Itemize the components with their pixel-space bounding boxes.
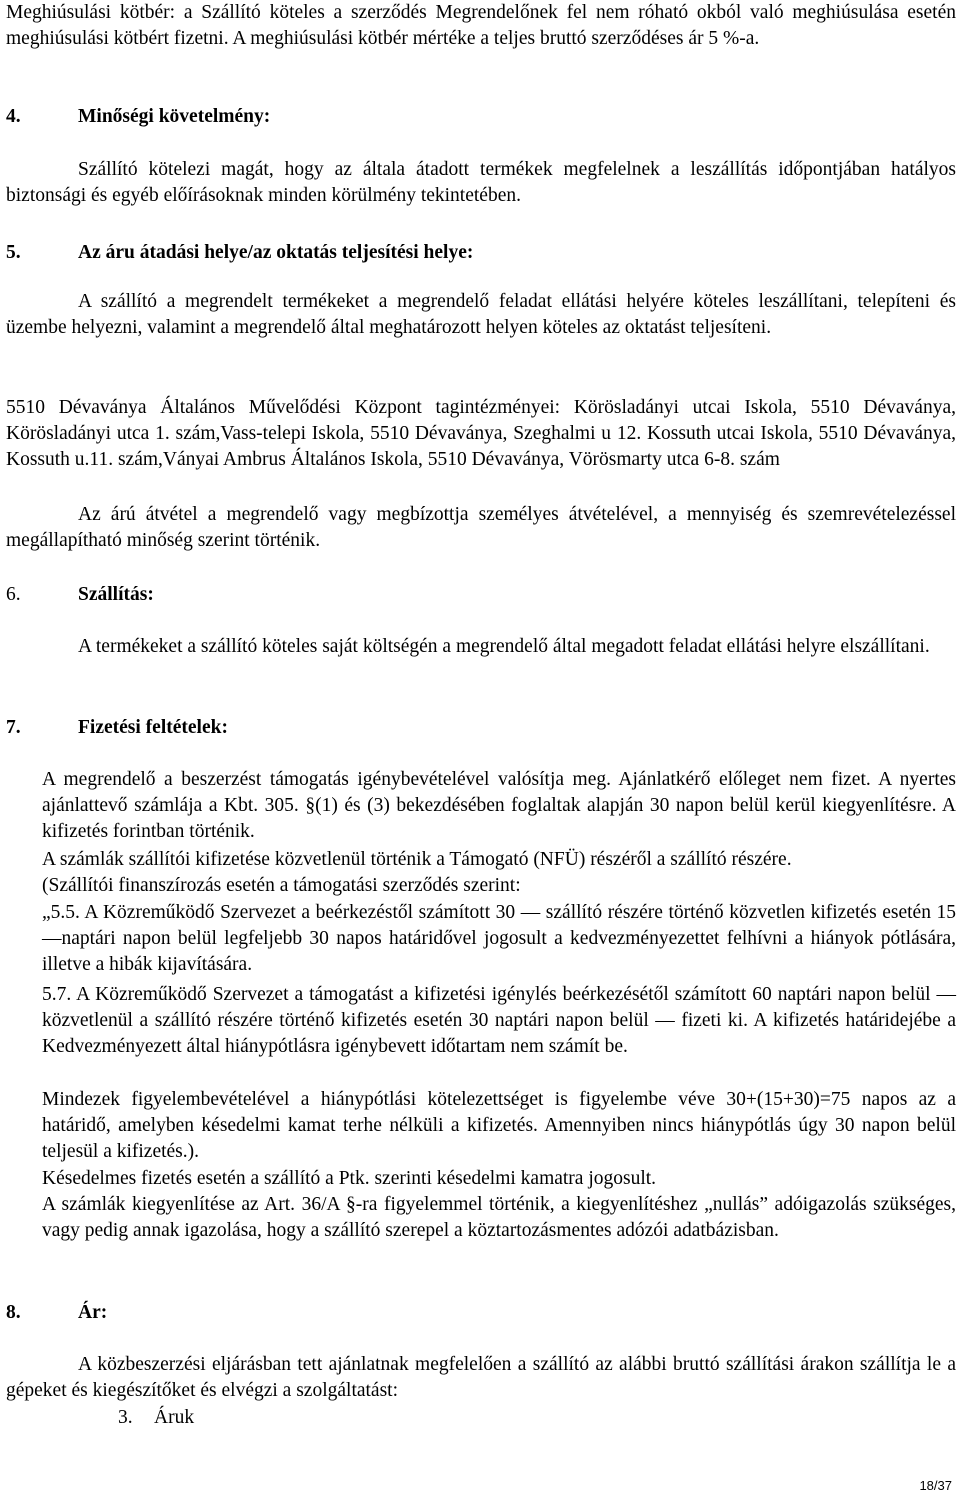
section-6-title: Szállítás: — [78, 584, 154, 605]
section-5-heading — [6, 240, 956, 266]
section-4-text: Szállító kötelezi magát, hogy az általa átadott termékek megfelelnek a leszállítás időpontjában hatályos biztonsági és egyéb előírásoknak minden körülmény tekintetében. — [6, 159, 956, 206]
section-7-title: Fizetési feltételek: — [78, 717, 228, 738]
page-number: 18/37 — [919, 1478, 952, 1493]
section-7-heading — [6, 715, 956, 741]
section-8-list-item — [118, 1405, 194, 1431]
section-8-heading — [6, 1300, 956, 1326]
section-5-text-2: 5510 Dévaványa Általános Művelődési Központ tagintézményei: Körösladányi utcai Iskola, 5510 Dévaványa, Körösladányi utca 1. szám,Vass-telepi Iskola, 5510 Dévaványa, Szeghalmi u 12. Kossuth utcai Iskola, 5510 Dévaványa, Kossuth u.11. szám,Ványai Ambrus Általános Iskola, 5510 Dévaványa, Vörösmarty utca 6-8. szám — [6, 397, 956, 470]
section-4-title: Minőségi követelmény: — [78, 106, 271, 127]
list-item-label: Áruk — [154, 1407, 195, 1428]
section-7-paragraph-8: A számlák kiegyenlítése az Art. 36/A §-ra figyelemmel történik, a kiegyenlítéshez „nullás” adóigazolás szükséges, vagy pedig annak igazolása, hogy a szállító szerepel a köztartozásmentes adózói adatbázisban. — [42, 1194, 956, 1241]
intro-paragraph: Meghiúsulási kötbér: a Szállító köteles a szerződés Megrendelőnek fel nem róható okból való meghiúsulása esetén meghiúsulási kötbért fizetni. A meghiúsulási kötbér mértéke a teljes bruttó szerződéses ár 5 %-a. — [6, 2, 956, 49]
section-7-paragraph-3: (Szállítói finanszírozás esetén a támogatási szerződés szerint: — [42, 875, 521, 896]
section-5-text-1: A szállító a megrendelt termékeket a megrendelő feladat ellátási helyére köteles leszállítani, telepíteni és üzembe helyezni, valamint a megrendelő által meghatározott helyen köteles az oktatást teljesíteni. — [6, 291, 956, 338]
section-6-heading — [6, 582, 956, 608]
section-7-paragraph-2: A számlák szállítói kifizetése közvetlenül történik a Támogató (NFÜ) részéről a szállító részére. — [42, 849, 792, 870]
section-5-title: Az áru átadási helye/az oktatás teljesítési helye: — [78, 242, 474, 263]
list-item-number: 3. — [118, 1407, 133, 1428]
section-5-number: 5. — [6, 242, 21, 263]
section-5-text-3: Az árú átvétel a megrendelő vagy megbízottja személyes átvételével, a mennyiség és szemrevételezéssel megállapítható minőség szerint történik. — [6, 504, 956, 551]
section-7-paragraph-7: Késedelmes fizetés esetén a szállító a Ptk. szerinti késedelmi kamatra jogosult. — [42, 1168, 657, 1189]
section-7-paragraph-5: 5.7. A Közreműködő Szervezet a támogatást a kifizetési igénylés beérkezésétől számított 60 naptári napon belül — közvetlenül a szállító részére történő kifizetés esetén 30 naptári napon belül — fizeti ki. A kifizetés határidejébe a Kedvezményezett által hiánypótlásra igénybevett időtartam nem számít be. — [42, 984, 956, 1057]
section-6-number: 6. — [6, 584, 21, 605]
section-7-paragraph-6: Mindezek figyelembevételével a hiánypótlási kötelezettséget is figyelembe véve 30+(15+30)=75 napos az a határidő, amelyben késedelmi kamat terhe nélküli a kifizetés. Amennyiben nincs hiánypótlás úgy 30 napon belül teljesül a kifizetés.). — [42, 1089, 956, 1162]
section-6-text: A termékeket a szállító köteles saját költségén a megrendelő által megadott feladat ellátási helyre elszállítani. — [78, 636, 930, 657]
section-7-paragraph-4: „5.5. A Közreműködő Szervezet a beérkezéstől számított 30 — szállító részére történő közvetlen kifizetés esetén 15 —naptári napon belül legfeljebb 30 napos határidővel jogosult a kedvezményezettet felhívni a hiányok pótlására, illetve a hibák kijavítására. — [42, 902, 956, 975]
section-4-number: 4. — [6, 106, 21, 127]
section-7-number: 7. — [6, 717, 21, 738]
section-8-text: A közbeszerzési eljárásban tett ajánlatnak megfelelően a szállító az alábbi bruttó szállítási árakon szállítja le a gépeket és kiegészítőket és elvégzi a szolgáltatást: — [6, 1354, 956, 1401]
section-4-heading — [6, 104, 956, 130]
section-8-title: Ár: — [78, 1302, 108, 1323]
section-8-number: 8. — [6, 1302, 21, 1323]
section-7-paragraph-1: A megrendelő a beszerzést támogatás igénybevételével valósítja meg. Ajánlatkérő előleget nem fizet. A nyertes ajánlattevő számlája a Kbt. 305. §(1) és (3) bekezdésében foglaltak alapján 30 napon belül kerül kiegyenlítésre. A kifizetés forintban történik. — [42, 769, 956, 842]
